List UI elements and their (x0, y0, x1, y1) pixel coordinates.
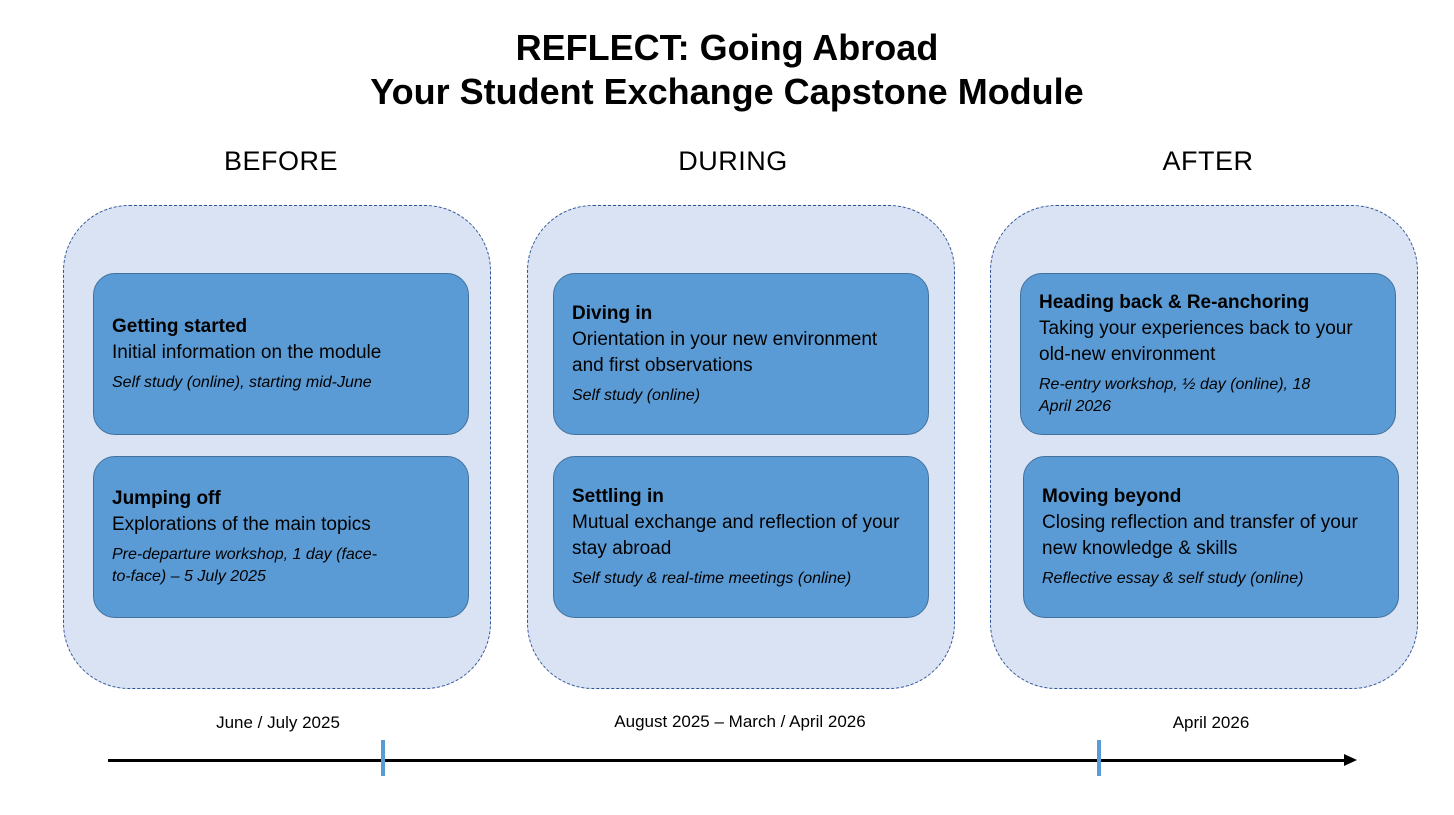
card-title: Diving in (572, 303, 653, 324)
card-diving-in (553, 273, 929, 435)
card-moving-beyond (1023, 456, 1399, 618)
card-description: Initial information on the module (112, 342, 382, 363)
timeline-arrowhead (1344, 754, 1357, 766)
timeframe-before: June / July 2025 (216, 713, 340, 732)
card-getting-started (93, 273, 469, 435)
diagram-title: REFLECT: Going Abroad (515, 27, 939, 68)
card-description: Closing reflection and transfer of your new knowledge & skills (1042, 512, 1358, 559)
phase-heading-before: BEFORE (223, 146, 339, 176)
card-title: Heading back & Re-anchoring (1039, 292, 1310, 313)
timeframe-after: April 2026 (1172, 713, 1250, 732)
card-detail: Self study (online), starting mid-June (112, 374, 372, 391)
timeframe-during: August 2025 – March / April 2026 (614, 712, 866, 731)
card-description: Taking your experiences back to your old-new environment (1039, 318, 1353, 365)
timeline-marker-during-after (1097, 740, 1101, 776)
card-description: Explorations of the main topics (112, 514, 371, 535)
card-description: Mutual exchange and reflection of your stay abroad (572, 512, 900, 559)
card-detail: Self study (online) (572, 387, 701, 404)
card-title: Settling in (572, 486, 664, 507)
timeline-axis (108, 759, 1348, 762)
card-heading-back (1020, 273, 1396, 435)
card-title: Jumping off (112, 488, 221, 509)
diagram-subtitle: Your Student Exchange Capstone Module (370, 71, 1084, 112)
card-detail: Re-entry workshop, ½ day (online), 18 April 2026 (1039, 376, 1311, 415)
card-detail: Pre-departure workshop, 1 day (face-to-face) – 5 July 2025 (112, 546, 378, 585)
card-jumping-off (93, 456, 469, 618)
card-settling-in (553, 456, 929, 618)
timeline-marker-before-during (381, 740, 385, 776)
card-detail: Reflective essay & self study (online) (1042, 570, 1304, 587)
card-title: Moving beyond (1042, 486, 1182, 507)
card-detail: Self study & real-time meetings (online) (572, 570, 852, 587)
card-description: Orientation in your new environment and first observations (572, 329, 878, 376)
card-title: Getting started (112, 316, 248, 337)
phase-heading-after: AFTER (1162, 146, 1254, 176)
phase-heading-during: DURING (678, 146, 788, 176)
